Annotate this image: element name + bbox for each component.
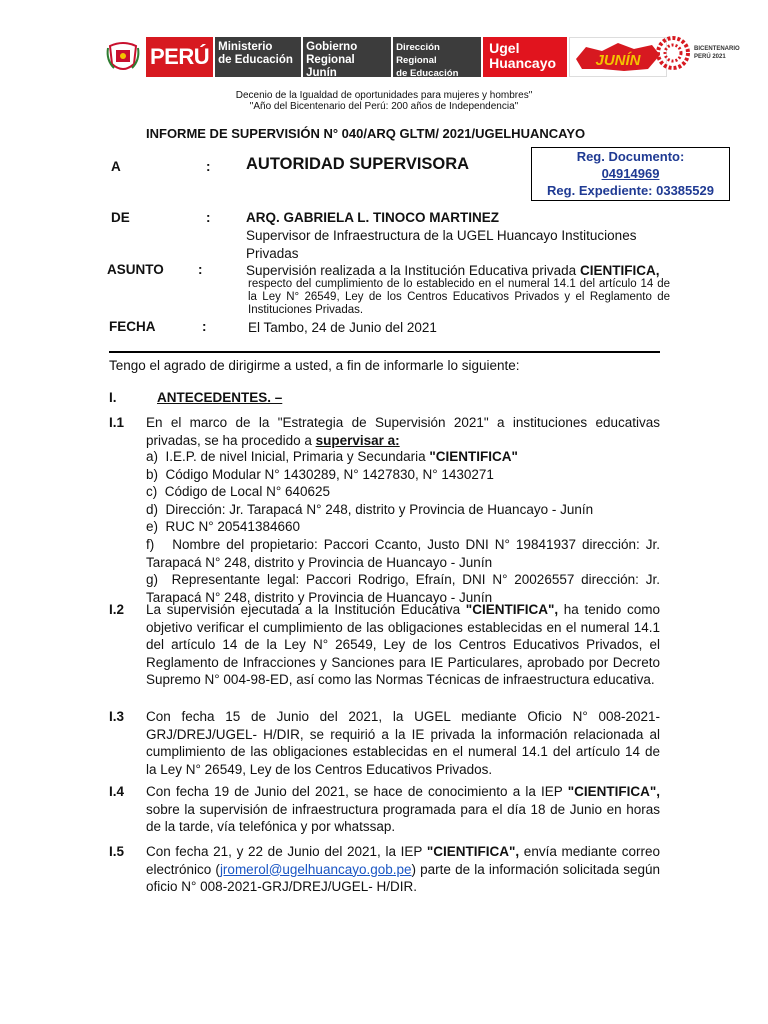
registration-box — [531, 147, 730, 201]
i5-paragraph — [146, 843, 660, 896]
list-item-a-bold: "CIENTIFICA" — [429, 449, 518, 464]
reg-documento-label: Reg. Documento: — [576, 149, 685, 164]
i1-list — [146, 448, 660, 606]
ugel-line2: Huancayo — [489, 55, 557, 71]
i2-number: I.2 — [109, 602, 125, 617]
bicentenario-line2: PERÚ 2021 — [694, 54, 726, 60]
asunto-line1 — [246, 262, 659, 280]
decenio-line2: "Año del Bicentenario del Perú: 200 años de Independencia" — [249, 101, 519, 112]
junin-logo — [569, 37, 667, 77]
section-number: I. — [109, 390, 117, 405]
ugel-line1: Ugel — [489, 40, 520, 56]
asunto-bold-name: CIENTIFICA, — [579, 263, 660, 278]
i3-paragraph: Con fecha 15 de Junio del 2021, la UGEL mediante Oficio N° 008-2021-GRJ/DREJ/UGEL- H/DIR, se requirió a la IE privada la información relacionada al cumplimiento de las obligaciones establecidas en el numeral 14.1 del artículo 14 de la Ley N° 26549, Ley de los Centros Educativos Privados. — [146, 709, 660, 777]
ugel-huancayo-logo — [483, 37, 567, 77]
reg-expediente: Reg. Expediente: 03385529 — [547, 183, 714, 198]
coat-of-arms-icon — [102, 37, 144, 77]
list-item: e) RUC N° 20541384660 — [146, 519, 300, 535]
i1-text-bold: supervisar a: — [315, 432, 400, 448]
reg-documento-number: 04914969 — [601, 166, 660, 181]
i1-number: I.1 — [109, 415, 125, 430]
list-item: f) Nombre del propietario: Paccori Ccanto, Justo DNI N° 19841937 dirección: Jr. Tarapacá N° 248, distrito y Provincia de Huancayo - Junín — [146, 536, 660, 570]
fecha-value: El Tambo, 24 de Junio del 2021 — [248, 320, 437, 335]
i1-text-b: a instituciones educativas privadas, se ha procedido a — [146, 415, 660, 448]
gobierno-line2: Regional Junín — [306, 54, 355, 79]
bicentenario-line1: BICENTENARIO — [694, 46, 740, 52]
list-item: d) Dirección: Jr. Tarapacá N° 248, distrito y Provincia de Huancayo - Junín — [146, 501, 594, 517]
ministerio-line2: de Educación — [218, 54, 293, 66]
fecha-label: FECHA — [109, 319, 156, 334]
i2-text-a: La supervisión ejecutada a la Institución Educativa — [146, 602, 466, 617]
i5-text-c: ) parte de la información solicitada según oficio N° 008-2021-GRJ/DREJ/UGEL- H/DIR. — [146, 861, 660, 895]
i4-text-b: sobre la supervisión de infraestructura programada para el día 18 de Junio en horas de la tarde, vía telefónica y por whatssap. — [146, 801, 660, 835]
i5-number: I.5 — [109, 844, 125, 859]
a-label: A — [111, 159, 121, 174]
de-name: ARQ. GABRIELA L. TINOCO MARTINEZ — [246, 210, 499, 225]
header-logo-bar — [102, 37, 667, 92]
bicentenario-text — [694, 45, 740, 61]
list-item-a: a) I.E.P. de nivel Inicial, Primaria y Secundaria — [146, 449, 430, 464]
peru-logo: PERÚ — [146, 37, 213, 77]
direccion-line2: de Educación Junín — [396, 68, 459, 92]
direccion-regional-logo — [393, 37, 481, 92]
i4-number: I.4 — [109, 784, 125, 799]
i1-text-quote: "Estrategia de Supervisión 2021" — [277, 415, 489, 430]
i3-number: I.3 — [109, 709, 125, 724]
gobierno-line1: Gobierno — [306, 41, 358, 53]
list-item: c) Código de Local N° 640625 — [146, 484, 331, 500]
a-value: AUTORIDAD SUPERVISORA — [246, 155, 470, 173]
asunto-detail: respecto del cumplimiento de lo establecido en el numeral 14.1 del artículo 14 de la Ley N° 26549, Ley de los Centros Educativos Privados y el Reglamento de Instituciones Privadas. — [248, 278, 670, 317]
de-colon: : — [206, 210, 211, 225]
i5-text-b: envía mediante correo electrónico ( — [146, 844, 660, 877]
decenio-line1: Decenio de la Igualdad de oportunidades para mujeres y hombres" — [235, 90, 533, 101]
de-label: DE — [111, 210, 130, 225]
a-colon: : — [206, 159, 211, 174]
asunto-label: ASUNTO — [107, 262, 164, 277]
list-item: b) Código Modular N° 1430289, N° 1427830, N° 1430271 — [146, 466, 494, 482]
de-role: Supervisor de Infraestructura de la UGEL Huancayo Instituciones Privadas — [246, 228, 637, 261]
i4-bold: "CIENTIFICA", — [567, 784, 660, 799]
i1-text-a: En el marco de la — [146, 415, 278, 430]
bicentenario-logo — [656, 36, 740, 70]
i4-paragraph — [146, 783, 660, 836]
bicentenario-icon — [656, 36, 690, 70]
i5-text-a: Con fecha 21, y 22 de Junio del 2021, la IEP — [146, 844, 427, 859]
list-item — [146, 448, 660, 466]
report-title: INFORME DE SUPERVISIÓN N° 040/ARQ GLTM/ 2021/UGELHUANCAYO — [146, 126, 586, 141]
gobierno-regional-logo — [303, 37, 391, 77]
ministerio-line1: Ministerio — [218, 41, 273, 53]
i5-bold: "CIENTIFICA", — [426, 844, 520, 859]
i2-paragraph — [146, 601, 660, 689]
i1-paragraph — [146, 414, 660, 449]
fecha-colon: : — [202, 319, 207, 334]
direccion-line1: Dirección Regional — [396, 42, 440, 66]
i2-bold: "CIENTIFICA", — [465, 602, 559, 617]
i2-text-b: ha tenido como objetivo verificar el cumplimiento de las obligaciones establecidas en el numeral 14.1 del artículo 14 de la Ley N° 26549, Ley de los Centros Educativos Privados, el Reglamento de Infracciones y Sanciones para IE Particulares, aprobado por Decreto Supremo N° 004-98-ED, así como las Normas Técnicas de infraestructura educativa. — [146, 602, 660, 688]
i4-text-a: Con fecha 19 de Junio del 2021, se hace de conocimiento a la IEP — [146, 784, 568, 799]
email-link[interactable]: jromerol@ugelhuancayo.gob.pe — [219, 861, 412, 877]
asunto-text: Supervisión realizada a la Institución Educativa privada — [246, 263, 580, 278]
intro-text: Tengo el agrado de dirigirme a usted, a fin de informarle lo siguiente: — [109, 358, 520, 373]
junin-logo-text: JUNÍN — [595, 52, 641, 69]
header-divider — [109, 351, 660, 353]
list-item: g) Representante legal: Paccori Rodrigo, Efraín, DNI N° 20026557 dirección: Jr. Tarapacá N° 248, distrito y Provincia de Huancayo - Junín — [146, 572, 660, 605]
asunto-colon: : — [198, 262, 203, 277]
section-title: ANTECEDENTES. – — [157, 390, 283, 405]
ministerio-logo — [215, 37, 301, 77]
